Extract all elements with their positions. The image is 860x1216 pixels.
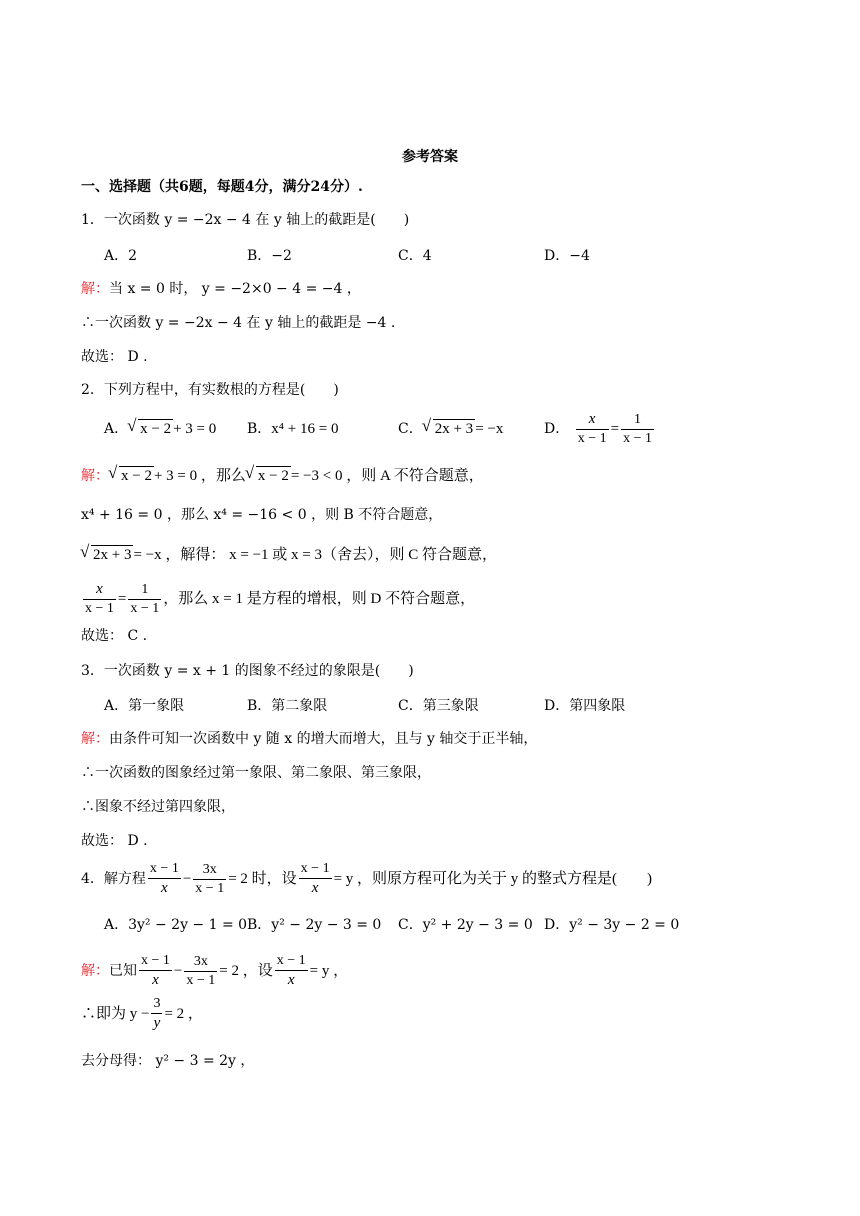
q3-solution-line1 xyxy=(81,729,537,749)
q4-option-b: B．y² − 2y − 3 = 0 xyxy=(247,917,382,933)
q4-stem xyxy=(81,860,652,898)
q3-option-d: D．第四象限 xyxy=(544,698,626,714)
q2-solution-line3 xyxy=(81,545,497,565)
option-label: A． xyxy=(104,421,129,437)
q3-option-c: C．第三象限 xyxy=(398,698,479,714)
q3-solution-line2: ∴一次函数的图象经过第一象限、第二象限、第三象限， xyxy=(81,765,431,781)
solution-label: 解： xyxy=(81,963,109,979)
expr: = −x ，解得： x = −1 或 x = 3（舍去），则 C 符合题意， xyxy=(133,547,498,563)
fraction: $\frac{x - 1}{x}$ xyxy=(300,861,330,896)
q4-solution-line1 xyxy=(81,952,348,990)
fraction: $\frac{x - 1}{x}$ xyxy=(149,861,179,896)
q2-solution-line2: x⁴ + 16 = 0 ，那么 x⁴ = −16 < 0 ，则 B 不符合题意， xyxy=(81,507,443,523)
minus: − xyxy=(182,871,192,887)
q1-solution-line1 xyxy=(81,279,361,299)
expr: + 3 = 0 xyxy=(173,421,217,437)
q4-option-a: A．3y² − 2y − 1 = 0 xyxy=(104,917,248,933)
radical: √ 2x + 3 xyxy=(91,545,133,564)
q2-answer: 故选： C . xyxy=(81,628,148,644)
q2-option-c xyxy=(398,419,503,439)
q2-stem: 2．下列方程中，有实数根的方程是( ) xyxy=(81,382,339,398)
stem-text: = y ，则原方程可化为关于 y 的整式方程是( ) xyxy=(333,871,653,887)
stem-text: 已知 xyxy=(109,963,137,979)
fraction: $\frac{1}{x - 1}$ xyxy=(130,581,160,616)
expr: = −3 < 0 ，则 A 不符合题意， xyxy=(290,468,484,484)
expr: x⁴ + 16 = 0 xyxy=(271,421,339,437)
option-label: D． xyxy=(544,421,570,437)
expr: + 3 = 0 ，那么 xyxy=(153,468,246,484)
equals: = xyxy=(117,591,127,607)
q1-solution-line2: ∴一次函数 y = −2x − 4 在 y 轴上的截距是 −4 . xyxy=(81,315,396,331)
q1-solution-text: 当 x = 0 时， y = −2×0 − 4 = −4 ， xyxy=(109,281,361,297)
q2-option-d xyxy=(544,410,656,448)
stem-text: = 2 ，设 xyxy=(219,963,273,979)
stem-text: = 2 时，设 xyxy=(228,871,297,887)
stem-text: = y ， xyxy=(309,963,349,979)
radical: √ x − 2 xyxy=(119,466,154,485)
q1-option-c: C．4 xyxy=(398,248,432,264)
stem-text: = 2 ， xyxy=(164,1006,203,1022)
fraction: $\frac{x - 1}{x}$ xyxy=(276,953,306,988)
equals: = xyxy=(610,421,620,437)
fraction: $\frac{3x}{x - 1}$ xyxy=(195,861,225,896)
fraction: $\frac{3}{y}$ xyxy=(153,996,161,1031)
stem-text: ∴即为 y − xyxy=(81,1006,150,1022)
expr: ，那么 x = 1 是方程的增根，则 D 不符合题意， xyxy=(163,591,476,607)
q1-option-d: D．−4 xyxy=(544,248,590,264)
solution-label: 解： xyxy=(81,281,109,297)
q3-solution-text: 由条件可知一次函数中 y 随 x 的增大而增大，且与 y 轴交于正半轴， xyxy=(109,731,538,747)
minus: − xyxy=(173,963,183,979)
fraction: $\frac{1}{x - 1}$ xyxy=(623,411,652,446)
q4-option-d: D．y² − 3y − 2 = 0 xyxy=(544,917,680,933)
solution-label: 解： xyxy=(81,468,109,484)
q2-solution-line1 xyxy=(81,466,484,486)
q4-option-c: C．y² + 2y − 3 = 0 xyxy=(398,917,533,933)
q2-option-a xyxy=(104,419,216,439)
q4-solution-line3: 去分母得： y² − 3 = 2y ， xyxy=(81,1053,255,1069)
option-label: B． xyxy=(247,421,272,437)
option-label: C． xyxy=(398,421,423,437)
q1-answer: 故选： D . xyxy=(81,349,148,365)
radical: √ 2x + 3 xyxy=(433,419,475,438)
q3-solution-line3: ∴图象不经过第四象限， xyxy=(81,799,235,815)
q1-stem: 1．一次函数 y = −2x − 4 在 y 轴上的截距是( ) xyxy=(81,212,410,228)
stem-text: 4．解方程 xyxy=(81,871,146,887)
page-title: 参考答案 xyxy=(402,149,458,165)
fraction: $\frac{x}{x - 1}$ xyxy=(85,581,114,616)
q3-stem: 3．一次函数 y = x + 1 的图象不经过的象限是( ) xyxy=(81,663,414,679)
expr: = −x xyxy=(475,421,504,437)
section-heading: 一、选择题（共6题，每题4分，满分24分）. xyxy=(81,179,363,195)
q4-solution-line2 xyxy=(81,995,203,1033)
q3-option-a: A．第一象限 xyxy=(104,698,185,714)
radical: √ x − 2 xyxy=(138,419,173,438)
fraction: $\frac{x - 1}{x}$ xyxy=(141,953,170,988)
solution-label: 解： xyxy=(81,731,109,747)
fraction: $\frac{3x}{x - 1}$ xyxy=(186,953,216,988)
q3-answer: 故选： D . xyxy=(81,833,148,849)
radical: √ x − 2 xyxy=(256,466,291,485)
q1-option-a: A．2 xyxy=(104,248,138,264)
fraction: $\frac{x}{x - 1}$ xyxy=(577,411,607,446)
q1-option-b: B．−2 xyxy=(247,248,292,264)
q2-solution-line4 xyxy=(81,580,475,618)
q3-option-b: B．第二象限 xyxy=(247,698,328,714)
q2-option-b xyxy=(247,419,338,439)
